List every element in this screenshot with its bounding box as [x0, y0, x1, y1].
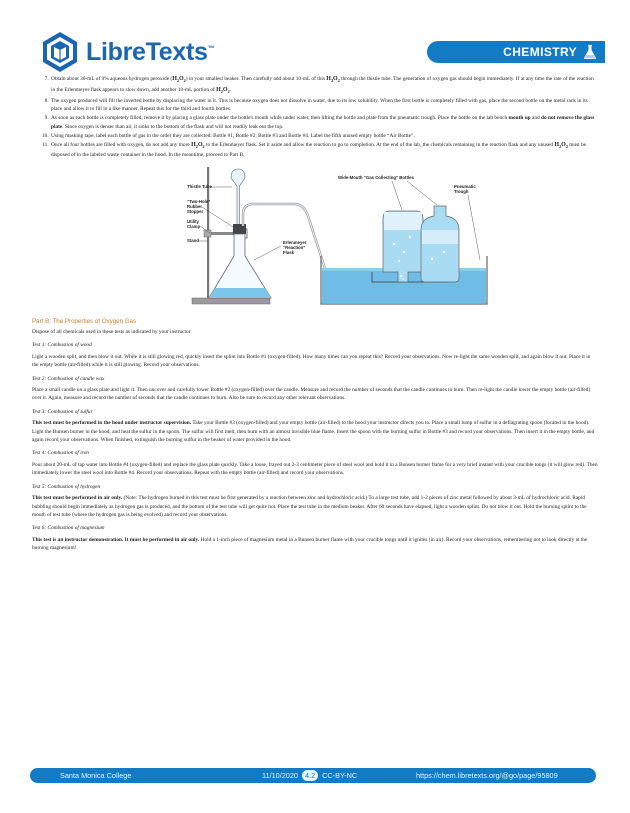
step-text: Obtain about 30-mL of 9% aqueous hydrogen peroxide (: [51, 76, 173, 82]
page-content: [32, 75, 598, 557]
page-header: [0, 0, 630, 84]
chemical-formula: $H_2O_2$: [172, 76, 186, 84]
part-b-title: Part B: The Properties of Oxygen Gas: [32, 317, 137, 325]
step-text: . Since oxygen is denser than air, it sinks to the bottom of the flask and will not readily leak out the top.: [62, 123, 284, 130]
procedure-step: [50, 97, 598, 114]
step-text: and: [530, 115, 542, 122]
test-text: (Note: The hydrogen burned in this test must be first generated by a reaction between zinc and hydrochloric acid.) To a large test tube, add 1-2 pieces of zinc metal followed by about 3-mL of hydrochloric acid. Rapid bubbling should begin immediately as hydrogen gas is produced, and the bottom of the test tube will get quite hot. Place the test tube in the medium beaker. After 60 seconds have elapsed, light a wooden splint. Do not blow it out. Hold the burning splint to the mouth of test tube (where the hydrogen gas is being evolved) and record your observations.: [32, 495, 587, 518]
test-title: Test 2: Combustion of candle wax: [32, 375, 105, 382]
subject-label: CHEMISTRY: [503, 45, 577, 59]
step-text: The oxygen produced will fill the inverted bottle by displacing the water in it. This is because oxygen does not dissolve in water, due to its low solubility. When the first bottle is completely filled with gas, place the second bottle on the metal rack in its place and allow it to fill in a like manner. Repeat this for the third and fourth bottles.: [51, 97, 588, 113]
procedure-step: [50, 132, 598, 140]
footer-date: 11/10/2020: [262, 771, 298, 780]
chemical-formula: $H_2O_2$: [554, 141, 568, 149]
step-text: to the Erlenmeyer flask. Set it aside and allow the reaction to go to completion. At the end of the lab, the chemicals remaining in the reaction flask and any unused: [204, 141, 555, 148]
step-text: ) in your smallest beaker. Then carefully add about 10-mL of this: [185, 76, 327, 82]
label-bottles: Wide-Mouth “Gas Collecting” Bottles: [338, 174, 414, 180]
procedure-steps: [32, 75, 598, 160]
test-description: [32, 419, 598, 444]
label-clamp-2: Clamp: [187, 223, 201, 229]
procedure-step: [50, 141, 598, 160]
test-description: [32, 494, 598, 519]
test-title: Test 5: Combustion of hydrogen: [32, 483, 101, 490]
test-title: Test 3: Combustion of sulfur: [32, 408, 93, 415]
chemical-formula: $H_2O_2$: [191, 141, 205, 149]
test-warning: This test must be performed in air only.: [32, 495, 123, 502]
apparatus-svg: [32, 164, 598, 312]
label-clamp-1: Utility: [187, 218, 199, 224]
apparatus-diagram: [32, 164, 598, 312]
label-stopper-3: Stopper: [187, 208, 204, 214]
test-text: Hold a 1-inch piece of magnesium metal in a Bunsen burner flame with your crucible tongs until it ignites (in air). Record your observations, remembering not to look directly at the burning magnesium!: [32, 536, 588, 552]
label-flask-3: Flask: [283, 249, 294, 255]
footer-center: [262, 770, 357, 781]
step-text: .: [229, 86, 231, 93]
test-description: [32, 353, 598, 370]
footer-license[interactable]: CC-BY-NC: [322, 771, 358, 780]
step-text: Using masking tape, label each bottle of gas in the order they are collected: Bottle #1, Bottle #2, Bottle #3 and Bottle #4. Label the fifth unused empty bottle “Air Bottle”.: [51, 132, 415, 139]
libretexts-logo[interactable]: [38, 30, 214, 74]
step-text: Once all four bottles are filled with oxygen, do not add any more: [51, 141, 192, 148]
part-b-intro: Dispose of all chemicals used in these tests as indicated by your instructor: [32, 329, 191, 335]
label-stand: Stand: [187, 237, 199, 243]
test-warning: This test is an instructor demonstration. It must be performed in air only.: [32, 536, 200, 543]
label-flask-1: Erlenmeyer: [283, 239, 307, 245]
test-description: [32, 461, 598, 478]
test-title: Test 1: Combustion of wood: [32, 342, 92, 349]
label-stopper-2: Rubber: [187, 203, 203, 209]
stand-base: [192, 298, 270, 304]
test-description: [32, 386, 598, 403]
libretexts-logo-icon: [38, 30, 82, 74]
part-b-tests: [32, 341, 598, 552]
label-stopper-1: “Two-Hole”: [187, 198, 211, 204]
label-thistle-tube: Thistle Tube: [187, 183, 212, 189]
procedure-step: [50, 114, 598, 131]
label-trough-1: Pneumatic: [454, 183, 476, 189]
step-text: must be disposed of in the labeled waste container in the hood. In the meantime, proceed to Part B.: [51, 141, 587, 159]
test-description: [32, 536, 598, 553]
footer-college: Santa Monica College: [60, 771, 132, 780]
test-text: Light a wooden split, and then blow it out. While it is still glowing red, quickly insert the splint into Bottle #1 (oxygen-filled). How many times can you repeat this? Record your observations. Now re-light the same wooden split, and again blow it out. Place it in the empty bottle (air-filled) while it is still glowing. Record your observations.: [32, 353, 591, 369]
test-text: Pour about 20-mL of tap water into Bottle #4 (oxygen-filled) and replace the glass plate quickly. Take a loose, frayed out 2-3 centimeter piece of steel wool and hold it in a Bunsen burner flame for a very brief instant with your crucible tongs (it will glow red). Then immediately lower the steel wool into Bottle #4. Record your observations. Repeat with the empty bottle (air-filled) and record your observations.: [32, 461, 598, 477]
flask-icon: [583, 44, 597, 60]
page-number-badge: 4.2: [302, 770, 318, 781]
chemical-formula: $H_2O_2$: [216, 86, 230, 94]
test-text: Take your Bottle #3 (oxygen-filled) and your empty bottle (air-filled) to the hood your instructor directs you to. Place a small lump of sulfur in a deflagrating spoon (located in the hood). Light the Bunsen burner in the hood, and heat the sulfur in the spoon. The sulfur will first melt, then burn with an almost invisible blue flame. Insert the spoon with the burning sulfur in Bottle #3 and record your observations. Then insert it in the empty bottle, and again record your observations. When finished, extinguish the burning sulfur in the beaker of water provided in the hood.: [32, 420, 595, 444]
step-text: As soon as each bottle is completely filled, remove it by placing a glass plate under the bottle's mouth while under water, then lifting the bottle and plate from the pneumatic trough. Place the bottle on the lab bench: [51, 115, 509, 122]
test-title: Test 4: Combustion of iron: [32, 450, 89, 457]
footer-url-link[interactable]: https://chem.libretexts.org/@go/page/95809: [416, 771, 558, 780]
test-title: Test 6: Combustion of magnesium: [32, 525, 105, 532]
label-flask-2: “Reaction”: [283, 244, 306, 250]
chemical-formula: $H_2O_2$: [326, 76, 340, 84]
procedure-step: [50, 75, 598, 96]
test-warning: This test must be performed in the hood under instructor supervision.: [32, 420, 192, 427]
page-footer: [30, 768, 596, 783]
test-text: Place a small candle on a glass plate and light it. Then uncover and carefully lower Bottle #2 (oxygen-filled) over the candle. Measure and record the number of seconds that the candle continues to burn. Then re-light the candle lower the empty bottle (air-filled) over it. Again, measure and record the number of seconds that the candle continues to burn. Also be sure to record any other relevant observations.: [32, 387, 591, 402]
step-text: through the thistle tube. The generation of oxygen gas should begin immediately. If at any time the rate of the reaction in the Erlenmeyer flask appears to slow down, add another 10-mL portion of: [51, 76, 594, 93]
step-emphasis: do not remove the glass plate: [51, 115, 595, 130]
logo-text: LibreTexts™: [86, 37, 215, 66]
label-trough-2: Trough: [454, 188, 469, 194]
subject-banner[interactable]: [427, 41, 605, 63]
step-emphasis: mouth up: [508, 115, 531, 122]
